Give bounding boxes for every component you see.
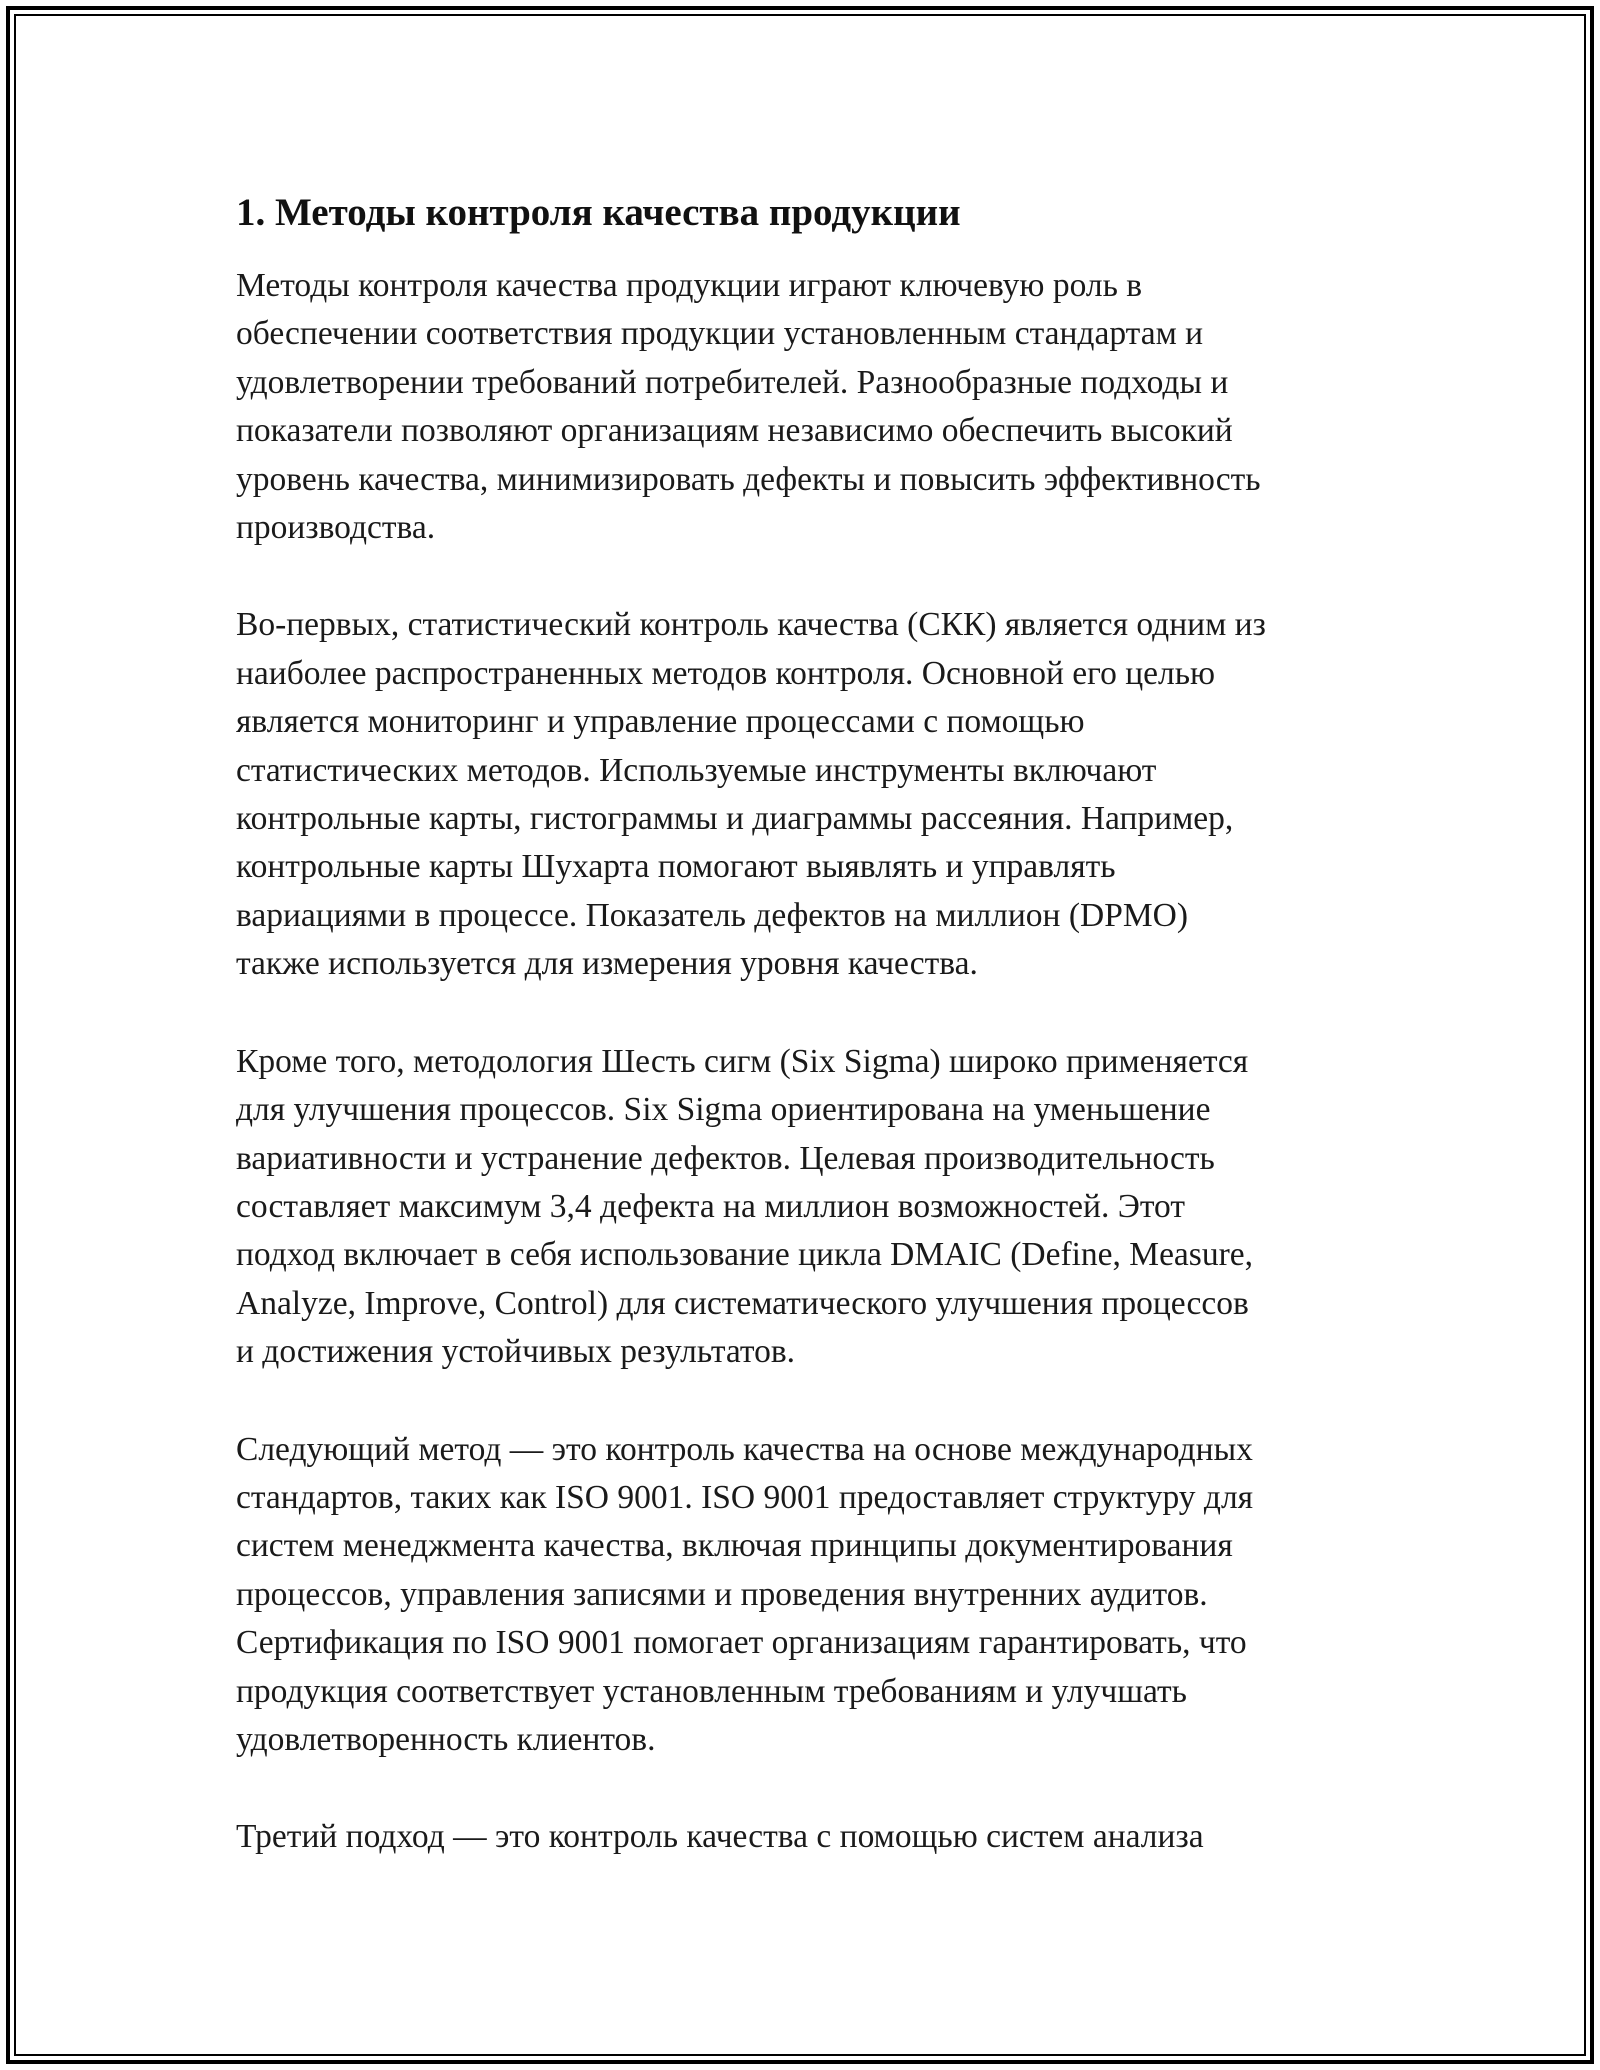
text-line: Analyze, Improve, Control) для систематического улучшения процессов [236, 1284, 1249, 1322]
paragraph-third-approach [236, 1813, 1376, 1861]
text-line: составляет максимум 3,4 дефекта на миллион возможностей. Этот [236, 1187, 1185, 1225]
text-line: вариациями в процессе. Показатель дефектов на миллион (DPMO) [236, 896, 1188, 934]
text-line: подход включает в себя использование цикла DMAIC (Define, Measure, [236, 1236, 1253, 1274]
text-line: и достижения устойчивых результатов. [236, 1333, 796, 1371]
text-line: Следующий метод — это контроль качества на основе международных [236, 1430, 1253, 1468]
text-line: для улучшения процессов. Six Sigma ориентирована на уменьшение [236, 1091, 1211, 1129]
text-line: стандартов, таких как ISO 9001. ISO 9001 предоставляет структуру для [236, 1478, 1254, 1516]
document-body [236, 188, 1376, 1911]
text-line: является мониторинг и управление процессами с помощью [236, 703, 1085, 741]
text-line: контрольные карты Шухарта помогают выявлять и управлять [236, 848, 1116, 886]
text-line: Сертификация по ISO 9001 помогает организациям гарантировать, что [236, 1624, 1247, 1662]
text-line: продукция соответствует установленным требованиям и улучшать [236, 1672, 1187, 1710]
text-line: производства. [236, 509, 436, 547]
text-line: систем менеджмента качества, включая принципы документирования [236, 1527, 1233, 1565]
text-line: статистических методов. Используемые инструменты включают [236, 751, 1157, 789]
text-line: Кроме того, методология Шесть сигм (Six Sigma) широко применяется [236, 1042, 1249, 1080]
text-line: показатели позволяют организациям независимо обеспечить высокий [236, 412, 1233, 450]
text-line: удовлетворенность клиентов. [236, 1720, 656, 1758]
text-line: Третий подход — это контроль качества с помощью систем анализа [236, 1818, 1204, 1856]
text-line: Во-первых, статистический контроль качества (СКК) является одним из [236, 606, 1266, 644]
paragraph-intro [236, 262, 1376, 552]
text-line: обеспечении соответствия продукции установленным стандартам и [236, 315, 1204, 353]
text-line: контрольные карты, гистограммы и диаграммы рассеяния. Например, [236, 800, 1234, 838]
paragraph-six-sigma [236, 1038, 1376, 1377]
text-line: наиболее распространенных методов контроля. Основной его целью [236, 654, 1216, 692]
text-line: уровень качества, минимизировать дефекты и повысить эффективность [236, 460, 1261, 498]
text-line: удовлетворении требований потребителей. Разнообразные подходы и [236, 363, 1229, 401]
text-line: Методы контроля качества продукции играют ключевую роль в [236, 267, 1143, 304]
text-line: процессов, управления записями и проведения внутренних аудитов. [236, 1575, 1208, 1613]
text-line: также используется для измерения уровня качества. [236, 945, 978, 983]
paragraph-statistical-control [236, 601, 1376, 988]
paragraph-iso-9001 [236, 1426, 1376, 1765]
section-heading: 1. Методы контроля качества продукции [236, 191, 961, 234]
text-line: вариативности и устранение дефектов. Целевая производительность [236, 1139, 1215, 1177]
